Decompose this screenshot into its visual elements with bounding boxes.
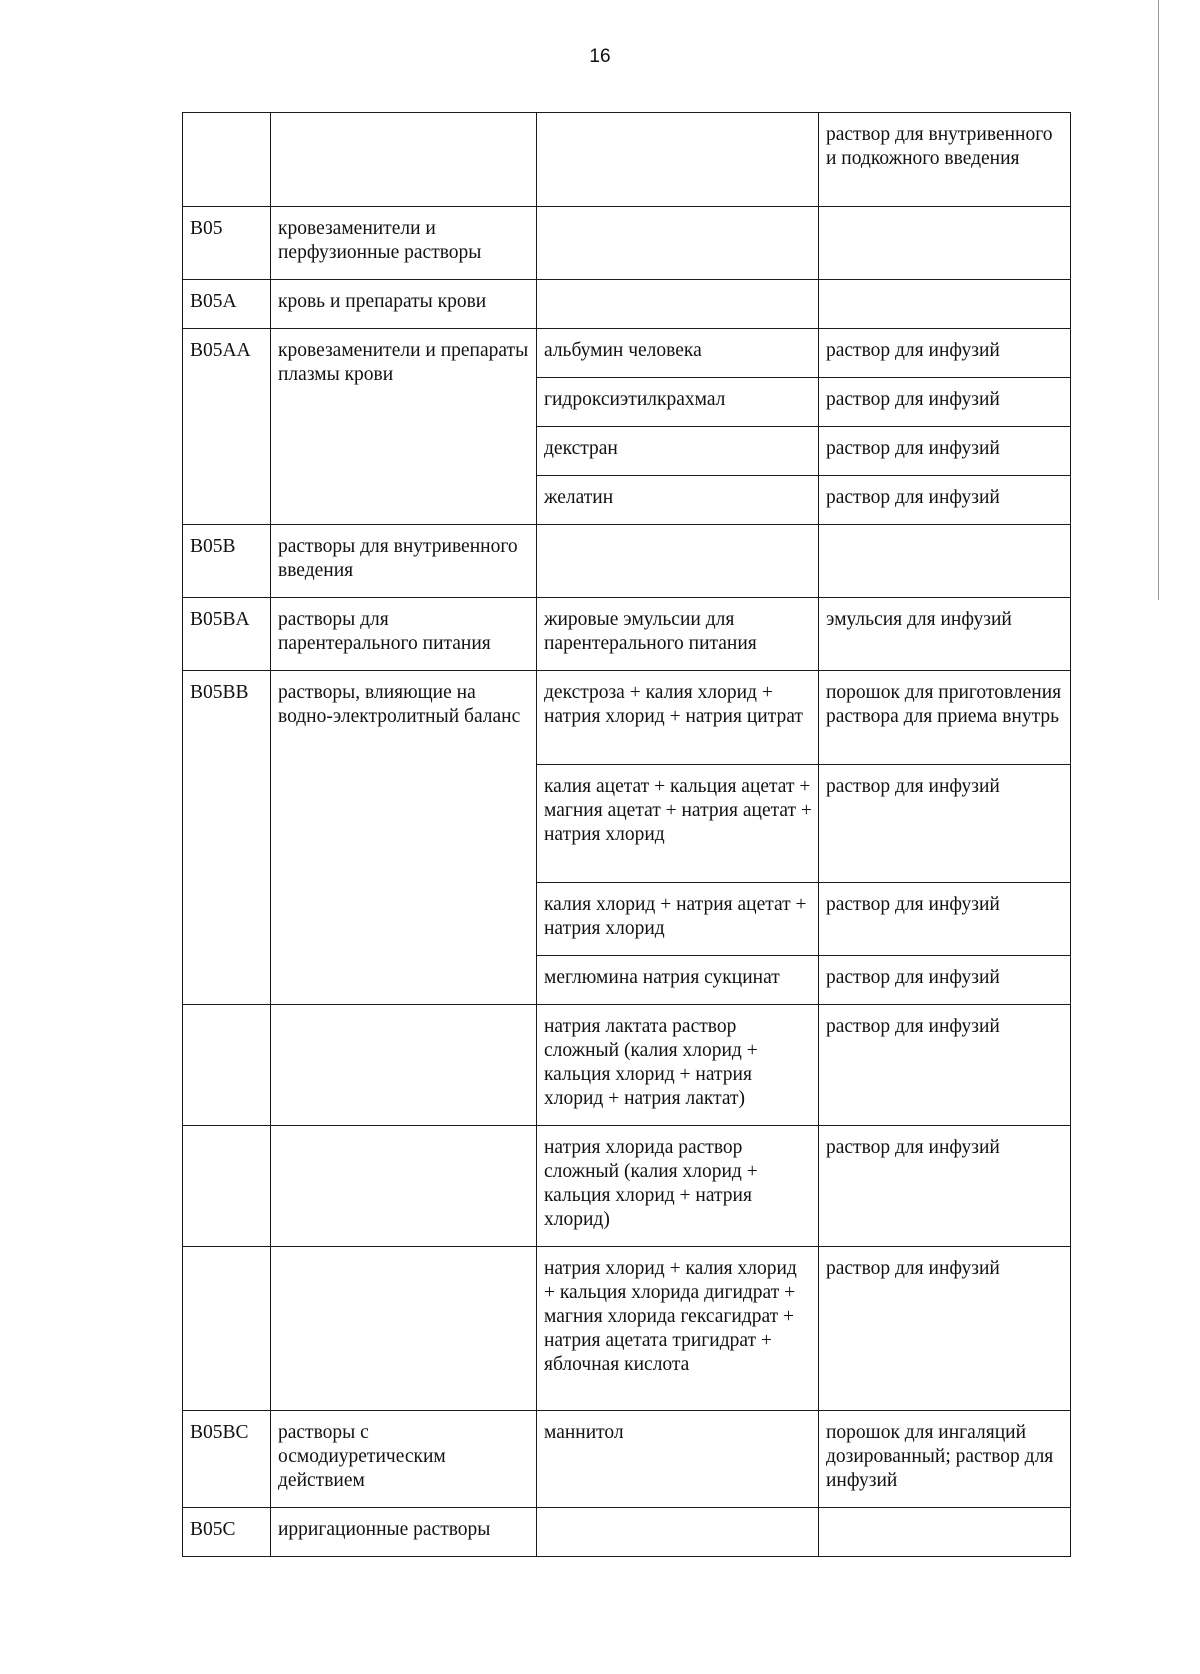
- atc-code-cell: B05BC: [183, 1411, 271, 1508]
- substance-cell: [537, 207, 819, 280]
- group-name-cell: [271, 113, 537, 207]
- substance-cell: калия хлорид + натрия ацетат + натрия хлорид: [537, 883, 819, 956]
- table-row: [183, 1005, 1071, 1126]
- substance-cell: декстроза + калия хлорид + натрия хлорид + натрия цитрат: [537, 671, 819, 765]
- dosage-form-cell: раствор для инфузий: [819, 378, 1071, 427]
- substance-cell: альбумин человека: [537, 329, 819, 378]
- substance-cell: декстран: [537, 427, 819, 476]
- group-name-cell: растворы, влияющие на водно-электролитный баланс: [271, 671, 537, 1005]
- dosage-form-cell: порошок для ингаляций дозированный; раствор для инфузий: [819, 1411, 1071, 1508]
- group-name-cell: кровь и препараты крови: [271, 280, 537, 329]
- scan-edge-line: [1158, 0, 1159, 600]
- dosage-form-cell: [819, 280, 1071, 329]
- atc-code-cell: B05C: [183, 1508, 271, 1557]
- group-name-cell: [271, 1247, 537, 1411]
- dosage-form-cell: раствор для инфузий: [819, 1126, 1071, 1247]
- atc-code-cell: B05BA: [183, 598, 271, 671]
- substance-cell: гидроксиэтилкрахмал: [537, 378, 819, 427]
- group-name-cell: кровезаменители и препараты плазмы крови: [271, 329, 537, 525]
- dosage-form-cell: раствор для инфузий: [819, 427, 1071, 476]
- atc-code-cell: B05: [183, 207, 271, 280]
- atc-code-cell: B05B: [183, 525, 271, 598]
- group-name-cell: ирригационные растворы: [271, 1508, 537, 1557]
- dosage-form-cell: раствор для инфузий: [819, 956, 1071, 1005]
- substance-cell: [537, 525, 819, 598]
- table-row: [183, 113, 1071, 207]
- atc-code-cell: [183, 1126, 271, 1247]
- substance-cell: натрия лактата раствор сложный (калия хлорид + кальция хлорид + натрия хлорид + натрия лактат): [537, 1005, 819, 1126]
- substance-cell: [537, 280, 819, 329]
- dosage-form-cell: раствор для инфузий: [819, 1247, 1071, 1411]
- dosage-form-cell: [819, 525, 1071, 598]
- group-name-cell: растворы для парентерального питания: [271, 598, 537, 671]
- substance-cell: натрия хлорид + калия хлорид + кальция хлорида дигидрат + магния хлорида гексагидрат + натрия ацетата тригидрат + яблочная кислота: [537, 1247, 819, 1411]
- substance-cell: натрия хлорида раствор сложный (калия хлорид + кальция хлорид + натрия хлорид): [537, 1126, 819, 1247]
- substance-cell: желатин: [537, 476, 819, 525]
- dosage-form-cell: [819, 1508, 1071, 1557]
- dosage-form-cell: раствор для инфузий: [819, 765, 1071, 883]
- group-name-cell: растворы для внутривенного введения: [271, 525, 537, 598]
- dosage-form-cell: эмульсия для инфузий: [819, 598, 1071, 671]
- atc-code-cell: [183, 113, 271, 207]
- group-name-cell: [271, 1005, 537, 1126]
- dosage-form-cell: порошок для приготовления раствора для приема внутрь: [819, 671, 1071, 765]
- atc-code-cell: B05A: [183, 280, 271, 329]
- substance-cell: [537, 113, 819, 207]
- table-row: [183, 1411, 1071, 1508]
- group-name-cell: кровезаменители и перфузионные растворы: [271, 207, 537, 280]
- substance-cell: маннитол: [537, 1411, 819, 1508]
- page-number: 16: [589, 46, 611, 67]
- atc-code-cell: B05BB: [183, 671, 271, 1005]
- dosage-form-cell: раствор для внутривенного и подкожного введения: [819, 113, 1071, 207]
- atc-code-cell: B05AA: [183, 329, 271, 525]
- dosage-form-cell: раствор для инфузий: [819, 1005, 1071, 1126]
- table-row: [183, 671, 1071, 765]
- dosage-form-cell: раствор для инфузий: [819, 329, 1071, 378]
- table-row: [183, 1508, 1071, 1557]
- table-row: [183, 598, 1071, 671]
- substance-cell: калия ацетат + кальция ацетат + магния ацетат + натрия ацетат + натрия хлорид: [537, 765, 819, 883]
- atc-code-cell: [183, 1247, 271, 1411]
- table-row: [183, 329, 1071, 378]
- group-name-cell: [271, 1126, 537, 1247]
- table-row: [183, 1126, 1071, 1247]
- substance-cell: [537, 1508, 819, 1557]
- atc-code-cell: [183, 1005, 271, 1126]
- table-row: [183, 1247, 1071, 1411]
- dosage-form-cell: раствор для инфузий: [819, 883, 1071, 956]
- substance-cell: меглюмина натрия сукцинат: [537, 956, 819, 1005]
- table-row: [183, 207, 1071, 280]
- group-name-cell: растворы с осмодиуретическим действием: [271, 1411, 537, 1508]
- substance-cell: жировые эмульсии для парентерального питания: [537, 598, 819, 671]
- table-row: [183, 525, 1071, 598]
- table-row: [183, 280, 1071, 329]
- dosage-form-cell: [819, 207, 1071, 280]
- dosage-form-cell: раствор для инфузий: [819, 476, 1071, 525]
- drug-classification-table: [182, 112, 1071, 1557]
